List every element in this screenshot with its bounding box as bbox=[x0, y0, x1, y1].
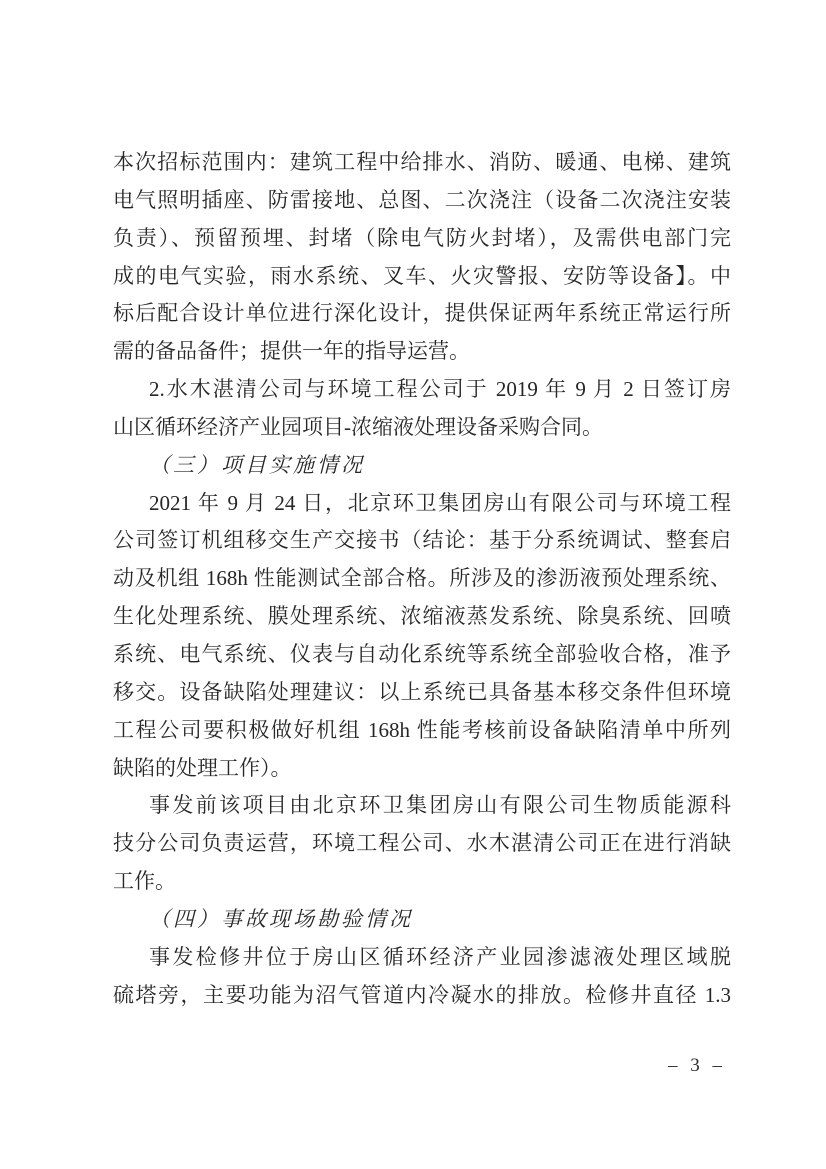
document-line: 本次招标范围内：建筑工程中给排水、消防、暖通、电梯、建筑 bbox=[113, 150, 731, 174]
section-heading: （四）事故现场勘验情况 bbox=[149, 906, 413, 931]
document-line: 需的备品备件；提供一年的指导运营。 bbox=[113, 339, 470, 364]
page-number: – 3 – bbox=[668, 1055, 726, 1076]
document-line: 缺陷的处理工作）。 bbox=[113, 755, 292, 780]
section-heading: （三）项目实施情况 bbox=[149, 452, 365, 477]
document-line: 系统、电气系统、仪表与自动化系统等系统全部验收合格，准予 bbox=[113, 641, 731, 666]
document-line: 事发检修井位于房山区循环经济产业园渗滤液处理区域脱 bbox=[149, 944, 731, 969]
document-line: 公司签订机组移交生产交接书（结论：基于分系统调试、整套启 bbox=[113, 528, 731, 553]
document-line: 2021 年 9 月 24 日，北京环卫集团房山有限公司与环境工程 bbox=[149, 490, 731, 515]
document-line: 动及机组 168h 性能测试全部合格。所涉及的渗沥液预处理系统、 bbox=[113, 566, 731, 591]
document-line: 电气照明插座、防雷接地、总图、二次浇注（设备二次浇注安装 bbox=[113, 187, 731, 212]
document-line: 硫塔旁，主要功能为沼气管道内冷凝水的排放。检修井直径 1.3 bbox=[113, 982, 731, 1007]
document-line: 负责）、预留预埋、封堵（除电气防火封堵），及需供电部门完 bbox=[113, 225, 731, 250]
document-line: 工作。 bbox=[113, 869, 176, 894]
document-line: 技分公司负责运营，环境工程公司、水木湛清公司正在进行消缺 bbox=[113, 831, 731, 856]
document-line: 成的电气实验，雨水系统、叉车、火灾警报、安防等设备】。中 bbox=[113, 263, 731, 288]
document-line: 事发前该项目由北京环卫集团房山有限公司生物质能源科 bbox=[149, 793, 731, 818]
document-line: 生化处理系统、膜处理系统、浓缩液蒸发系统、除臭系统、回喷 bbox=[113, 604, 731, 629]
document-line: 山区循环经济产业园项目-浓缩液处理设备采购合同。 bbox=[113, 414, 603, 439]
document-line: 标后配合设计单位进行深化设计，提供保证两年系统正常运行所 bbox=[113, 301, 731, 326]
document-line: 移交。设备缺陷处理建议：以上系统已具备基本移交条件但环境 bbox=[113, 679, 731, 704]
document-line: 2.水木湛清公司与环境工程公司于 2019 年 9 月 2 日签订房 bbox=[149, 377, 731, 402]
document-line: 工程公司要积极做好机组 168h 性能考核前设备缺陷清单中所列 bbox=[113, 717, 731, 742]
document-body bbox=[113, 144, 731, 1014]
